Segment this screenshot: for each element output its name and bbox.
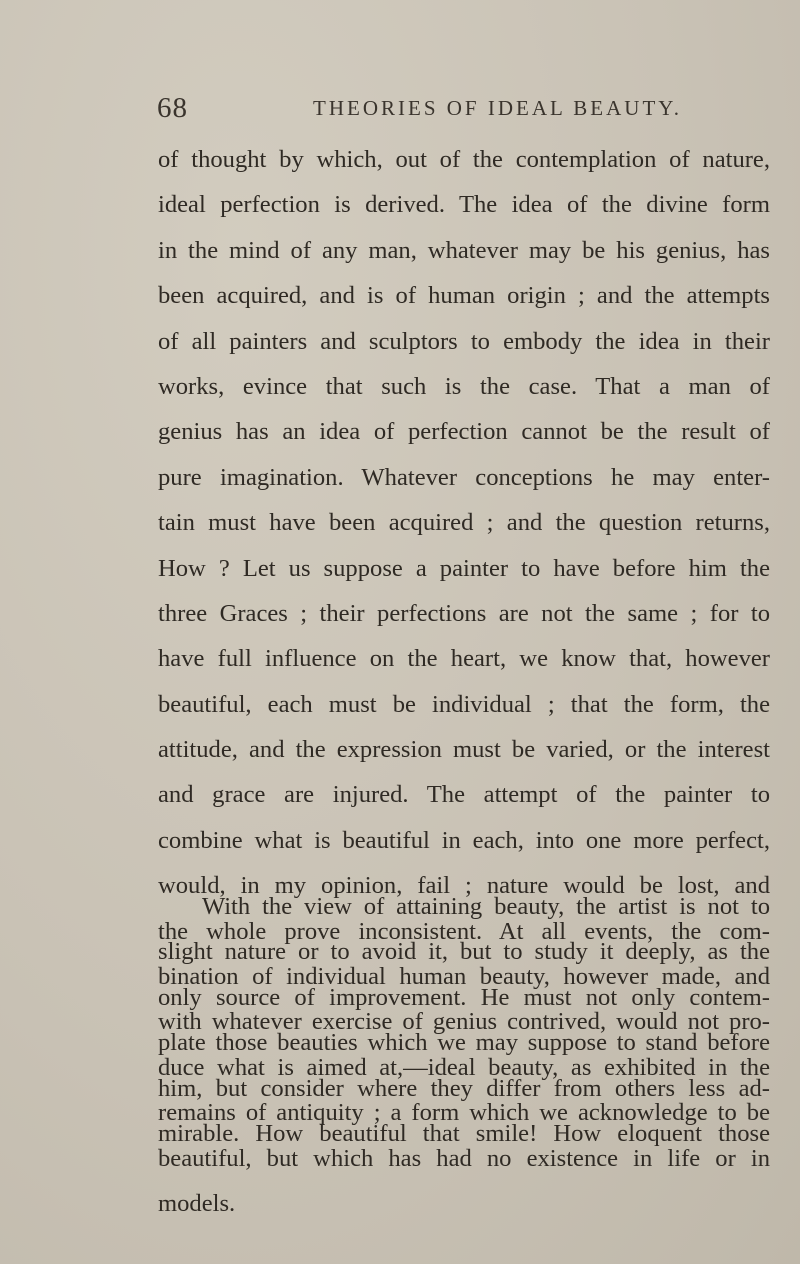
text-line: tain must have been acquired ; and the question returns, [158,509,770,537]
page-number: 68 [157,92,188,124]
text-line: only source of improvement. He must not only contem- [158,983,770,1011]
text-line: him, but consider where they differ from others less ad- [158,1074,770,1102]
text-line: How ? Let us suppose a painter to have before him the [158,554,770,582]
text-line: of all painters and sculptors to embody the idea in their [158,327,770,355]
text-line: models. [158,1189,236,1217]
text-line: with whatever exercise of genius contrived, would not pro- [158,1008,770,1036]
text-line: pure imagination. Whatever conceptions he may enter- [158,463,770,491]
running-head: THEORIES OF IDEAL BEAUTY. [313,96,682,120]
text-line: slight nature or to avoid it, but to study it deeply, as the [158,938,770,966]
text-line: With the view of attaining beauty, the artist is not to [202,893,770,920]
text-line: mirable. How beautiful that smile! How eloquent those [158,1119,770,1147]
text-line: bination of individual human beauty, however made, and [158,963,770,991]
text-line: works, evince that such is the case. That a man of [158,372,770,400]
text-line: three Graces ; their perfections are not the same ; for to [158,599,770,627]
text-line: of thought by which, out of the contemplation of nature, [158,146,770,173]
text-line: attitude, and the expression must be varied, or the interest [158,736,770,764]
text-line: plate those beauties which we may suppose to stand before [158,1029,770,1057]
paragraph-2 [158,884,770,1156]
text-line: have full influence on the heart, we know that, however [158,645,770,673]
text-line: would, in my opinion, fail ; nature would be lost, and [158,872,770,900]
text-line: beautiful, each must be individual ; that the form, the [158,690,770,718]
text-line: remains of antiquity ; a form which we acknowledge to be [158,1099,770,1127]
text-line: and grace are injured. The attempt of the painter to [158,781,770,809]
text-line: been acquired, and is of human origin ; and the attempts [158,282,770,310]
page-header [0,92,800,132]
text-line: the whole prove inconsistent. At all events, the com- [158,917,770,945]
text-line: genius has an idea of perfection cannot be the result of [158,418,770,446]
text-line: in the mind of any man, whatever may be his genius, has [158,236,770,264]
text-line: combine what is beautiful in each, into one more perfect, [158,826,770,854]
text-line: beautiful, but which has had no existence in life or in [158,1144,770,1172]
text-line: ideal perfection is derived. The idea of the divine form [158,191,770,219]
text-line: duce what is aimed at,—ideal beauty, as exhibited in the [158,1053,770,1081]
